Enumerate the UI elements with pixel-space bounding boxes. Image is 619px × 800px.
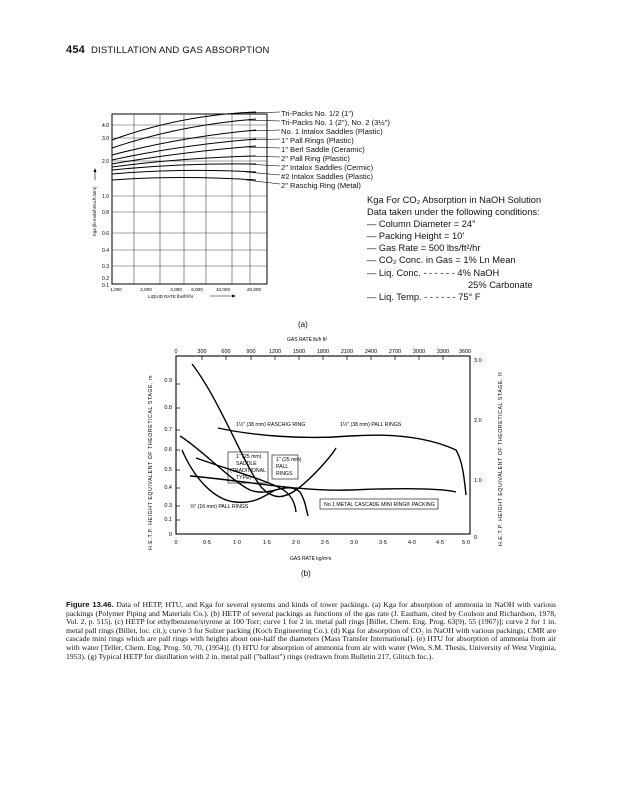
condition-line: — Gas Rate = 500 lbs/ft²/hr (367, 243, 481, 254)
svg-text:2.0: 2.0 (474, 418, 482, 424)
svg-text:5·0: 5·0 (462, 540, 470, 546)
legend-item: 1" Pall Rings (Plastic) (281, 136, 354, 146)
b-label-pall25-2: PALL (276, 464, 289, 470)
b-label-pall25-3: RINGS (276, 471, 293, 477)
b-label-saddle-3: (TRADITIONAL (230, 468, 267, 474)
svg-text:3·0: 3·0 (350, 540, 358, 546)
svg-text:2700: 2700 (388, 349, 402, 355)
svg-text:300: 300 (197, 349, 207, 355)
figure-a-legend (281, 109, 390, 190)
a-x-axis-label: LIQUID RATE lbs/ft²/hr (148, 294, 194, 299)
condition-line: — Liq. Temp. - - - - - - 75° F (367, 291, 481, 302)
a-ytick-0.3: 0.3 (102, 264, 109, 270)
b-label-raschig: 1½" (38 mm) RASCHIG RING (236, 422, 306, 428)
svg-text:2·5: 2·5 (321, 540, 329, 546)
legend-item: Tri-Packs No. 1 (2"), No. 2 (3½") (281, 118, 390, 128)
a-xtick-4000: 4,000 (170, 287, 182, 292)
figure-a-vgrid (134, 114, 250, 284)
a-xtick-1000: 1,000 (110, 287, 122, 292)
svg-text:3000: 3000 (412, 349, 426, 355)
a-xtick-2000: 2,000 (140, 287, 152, 292)
svg-text:1500: 1500 (292, 349, 306, 355)
svg-text:1200: 1200 (268, 349, 282, 355)
legend-item: 2" Raschig Ring (Metal) (281, 181, 361, 191)
svg-text:0: 0 (474, 535, 478, 541)
figure-a-frame (112, 114, 267, 284)
page-number: 454 (66, 44, 85, 56)
svg-text:600: 600 (221, 349, 231, 355)
a-xtick-20000: 20,000 (246, 287, 262, 292)
legend-item: Tri-Packs No. 1/2 (1") (281, 109, 354, 118)
condition-line: — Column Diameter = 24" (367, 219, 476, 230)
b-label-pall16: ⅝" (16 mm) PALL RINGS (190, 504, 249, 510)
caption-text: Data of HETP, HTU, and Kga for several systems and kinds of tower packings. (a) Kga for absorption of ammonia in NaOH with various packings (Polymer Piping and Materials Co.). (b) HETP of several packings as functions of the gas rate (J. Eastham, cited by Coulson and Richardson, 1978, Vol. 2, p. 515). (c) HETP for ethylbenzene/styrene at 100 Torr; curve 1 for 2 in. metal pall rings [Billet, Chem. Eng. Prog. 63(9), 55 (1967)]; curve 2 for 1 in. metal pall rings (Billet, loc. cit.); curve 3 for Sulzer packing (Koch Engineering Co.). (d) Kga for absorption of CO₂ in NaOH with various packings; CMR are cascade mini rings which are pall rings with heights about one-half the diameters (Mass Transfer International). (e) HTU for absorption of ammonia from air with water [Teller, Chem. Eng. Prog. 50, 70, (1954)]. (f) HTU for absorption of ammonia from air with water (Wen, S.M. Thesis, University of West Virginia, 1953). (g) Typical HETP for distillation with 2 in. metal pall ("ballast") rings (redrawn from Bulletin 217, Glitsch Inc.). (66, 600, 556, 661)
b-label-cmr: No.1 METAL CASCADE MINI RING® PACKING (324, 502, 435, 508)
svg-text:0.5: 0.5 (164, 467, 172, 473)
a-xtick-10000: 10,000 (215, 287, 231, 292)
b-top-ticks (174, 349, 471, 355)
a-ytick-0.8: 0.8 (102, 210, 109, 216)
svg-text:1.0: 1.0 (474, 478, 482, 484)
condition-line: — Liq. Conc. - - - - - - 4% NaOH (367, 267, 500, 278)
svg-text:3300: 3300 (436, 349, 450, 355)
b-label-pall38: 1½" (38 mm) PALL RINGS (340, 422, 402, 428)
svg-text:4·5: 4·5 (436, 540, 444, 546)
legend-item: 2" Pall Ring (Plastic) (281, 154, 350, 164)
b-bottom-ticks (174, 540, 470, 546)
a-ytick-1.0: 1.0 (102, 194, 109, 200)
svg-text:3600: 3600 (458, 349, 472, 355)
legend-item: No. 1 Intalox Saddles (Plastic) (281, 127, 383, 137)
running-title: DISTILLATION AND GAS ABSORPTION (90, 45, 270, 56)
svg-text:0: 0 (168, 532, 172, 538)
svg-text:0.9: 0.9 (164, 378, 172, 384)
b-bottom-axis-title: GAS RATE kg/m²s (290, 556, 332, 562)
svg-text:0.6: 0.6 (164, 447, 172, 453)
condition-line: — Packing Height = 10' (367, 231, 465, 242)
figure-b-plot (0, 330, 619, 580)
svg-text:2·0: 2·0 (292, 540, 300, 546)
svg-text:1800: 1800 (316, 349, 330, 355)
figure-a-leaders (246, 112, 280, 184)
figure-b-sublabel: (b) (301, 569, 311, 578)
curve-cmr (190, 476, 456, 492)
a-ytick-0.1: 0.1 (102, 283, 109, 289)
legend-item: #2 Intalox Saddles (Plastic) (281, 172, 374, 182)
svg-text:1·0: 1·0 (233, 540, 241, 546)
caption-label: Figure 13.46. (66, 600, 114, 609)
figure-caption (66, 601, 556, 661)
svg-text:0: 0 (174, 349, 178, 355)
condition-line: 25% Carbonate (468, 279, 533, 290)
b-label-saddle: 1" (25 mm) (236, 454, 262, 460)
svg-text:900: 900 (246, 349, 256, 355)
a-ytick-4.0: 4.0 (102, 123, 109, 129)
b-left-ticks (164, 378, 172, 538)
a-ytick-2.0: 2.0 (102, 159, 109, 165)
svg-text:3·5: 3·5 (379, 540, 387, 546)
b-left-axis-title: H.E.T.P. HEIGHT EQUIVALENT OF THEORETICAL STAGE, m (148, 374, 154, 550)
figure-a-sublabel: (a) (298, 320, 308, 329)
figure-a-conditions (367, 194, 541, 303)
condition-line: Kga For CO₂ Absorption in NaOH Solution (367, 195, 542, 205)
svg-text:0.4: 0.4 (164, 485, 172, 491)
curve-raschig-38 (192, 364, 336, 497)
a-ytick-0.4: 0.4 (102, 248, 109, 254)
condition-line: Data taken under the following conditions: (367, 207, 540, 218)
svg-text:3.0: 3.0 (474, 358, 482, 364)
b-right-ticks (474, 358, 482, 541)
svg-text:0.8: 0.8 (164, 405, 172, 411)
a-y-axis-label: Kga (lb-mols/hr/cu.ft./atm) (92, 186, 97, 236)
b-label-pall25: 1" (25 mm) (276, 457, 302, 463)
svg-text:1·5: 1·5 (263, 540, 271, 546)
svg-text:0.1: 0.1 (164, 517, 172, 523)
legend-item: 1" Berl Saddle (Ceramic) (281, 145, 365, 155)
svg-text:0: 0 (174, 540, 178, 546)
a-ytick-0.6: 0.6 (102, 231, 109, 237)
svg-text:0·5: 0·5 (203, 540, 211, 546)
b-label-saddle-4: TYPE) (236, 475, 252, 481)
svg-text:4·0: 4·0 (408, 540, 416, 546)
b-label-saddle-2: SADDLE (236, 461, 257, 467)
a-ytick-0.2: 0.2 (102, 276, 109, 282)
svg-text:0.3: 0.3 (164, 503, 172, 509)
svg-text:2400: 2400 (364, 349, 378, 355)
svg-text:0.7: 0.7 (164, 427, 172, 433)
figure-b-curves (180, 364, 466, 516)
a-ytick-3.0: 3.0 (102, 136, 109, 142)
condition-line: — CO₂ Conc. in Gas = 1% Ln Mean (367, 255, 516, 266)
a-xtick-6000: 6,000 (191, 287, 203, 292)
b-top-axis-title: GAS RATE lb/h ft² (287, 337, 328, 343)
svg-text:2100: 2100 (340, 349, 354, 355)
legend-item: 2" Intalox Saddles (Cermic) (281, 163, 374, 173)
b-right-axis-title: H.E.T.P. HEIGHT EQUIVALENT OF THEORETICAL STAGE, ft (498, 371, 504, 546)
